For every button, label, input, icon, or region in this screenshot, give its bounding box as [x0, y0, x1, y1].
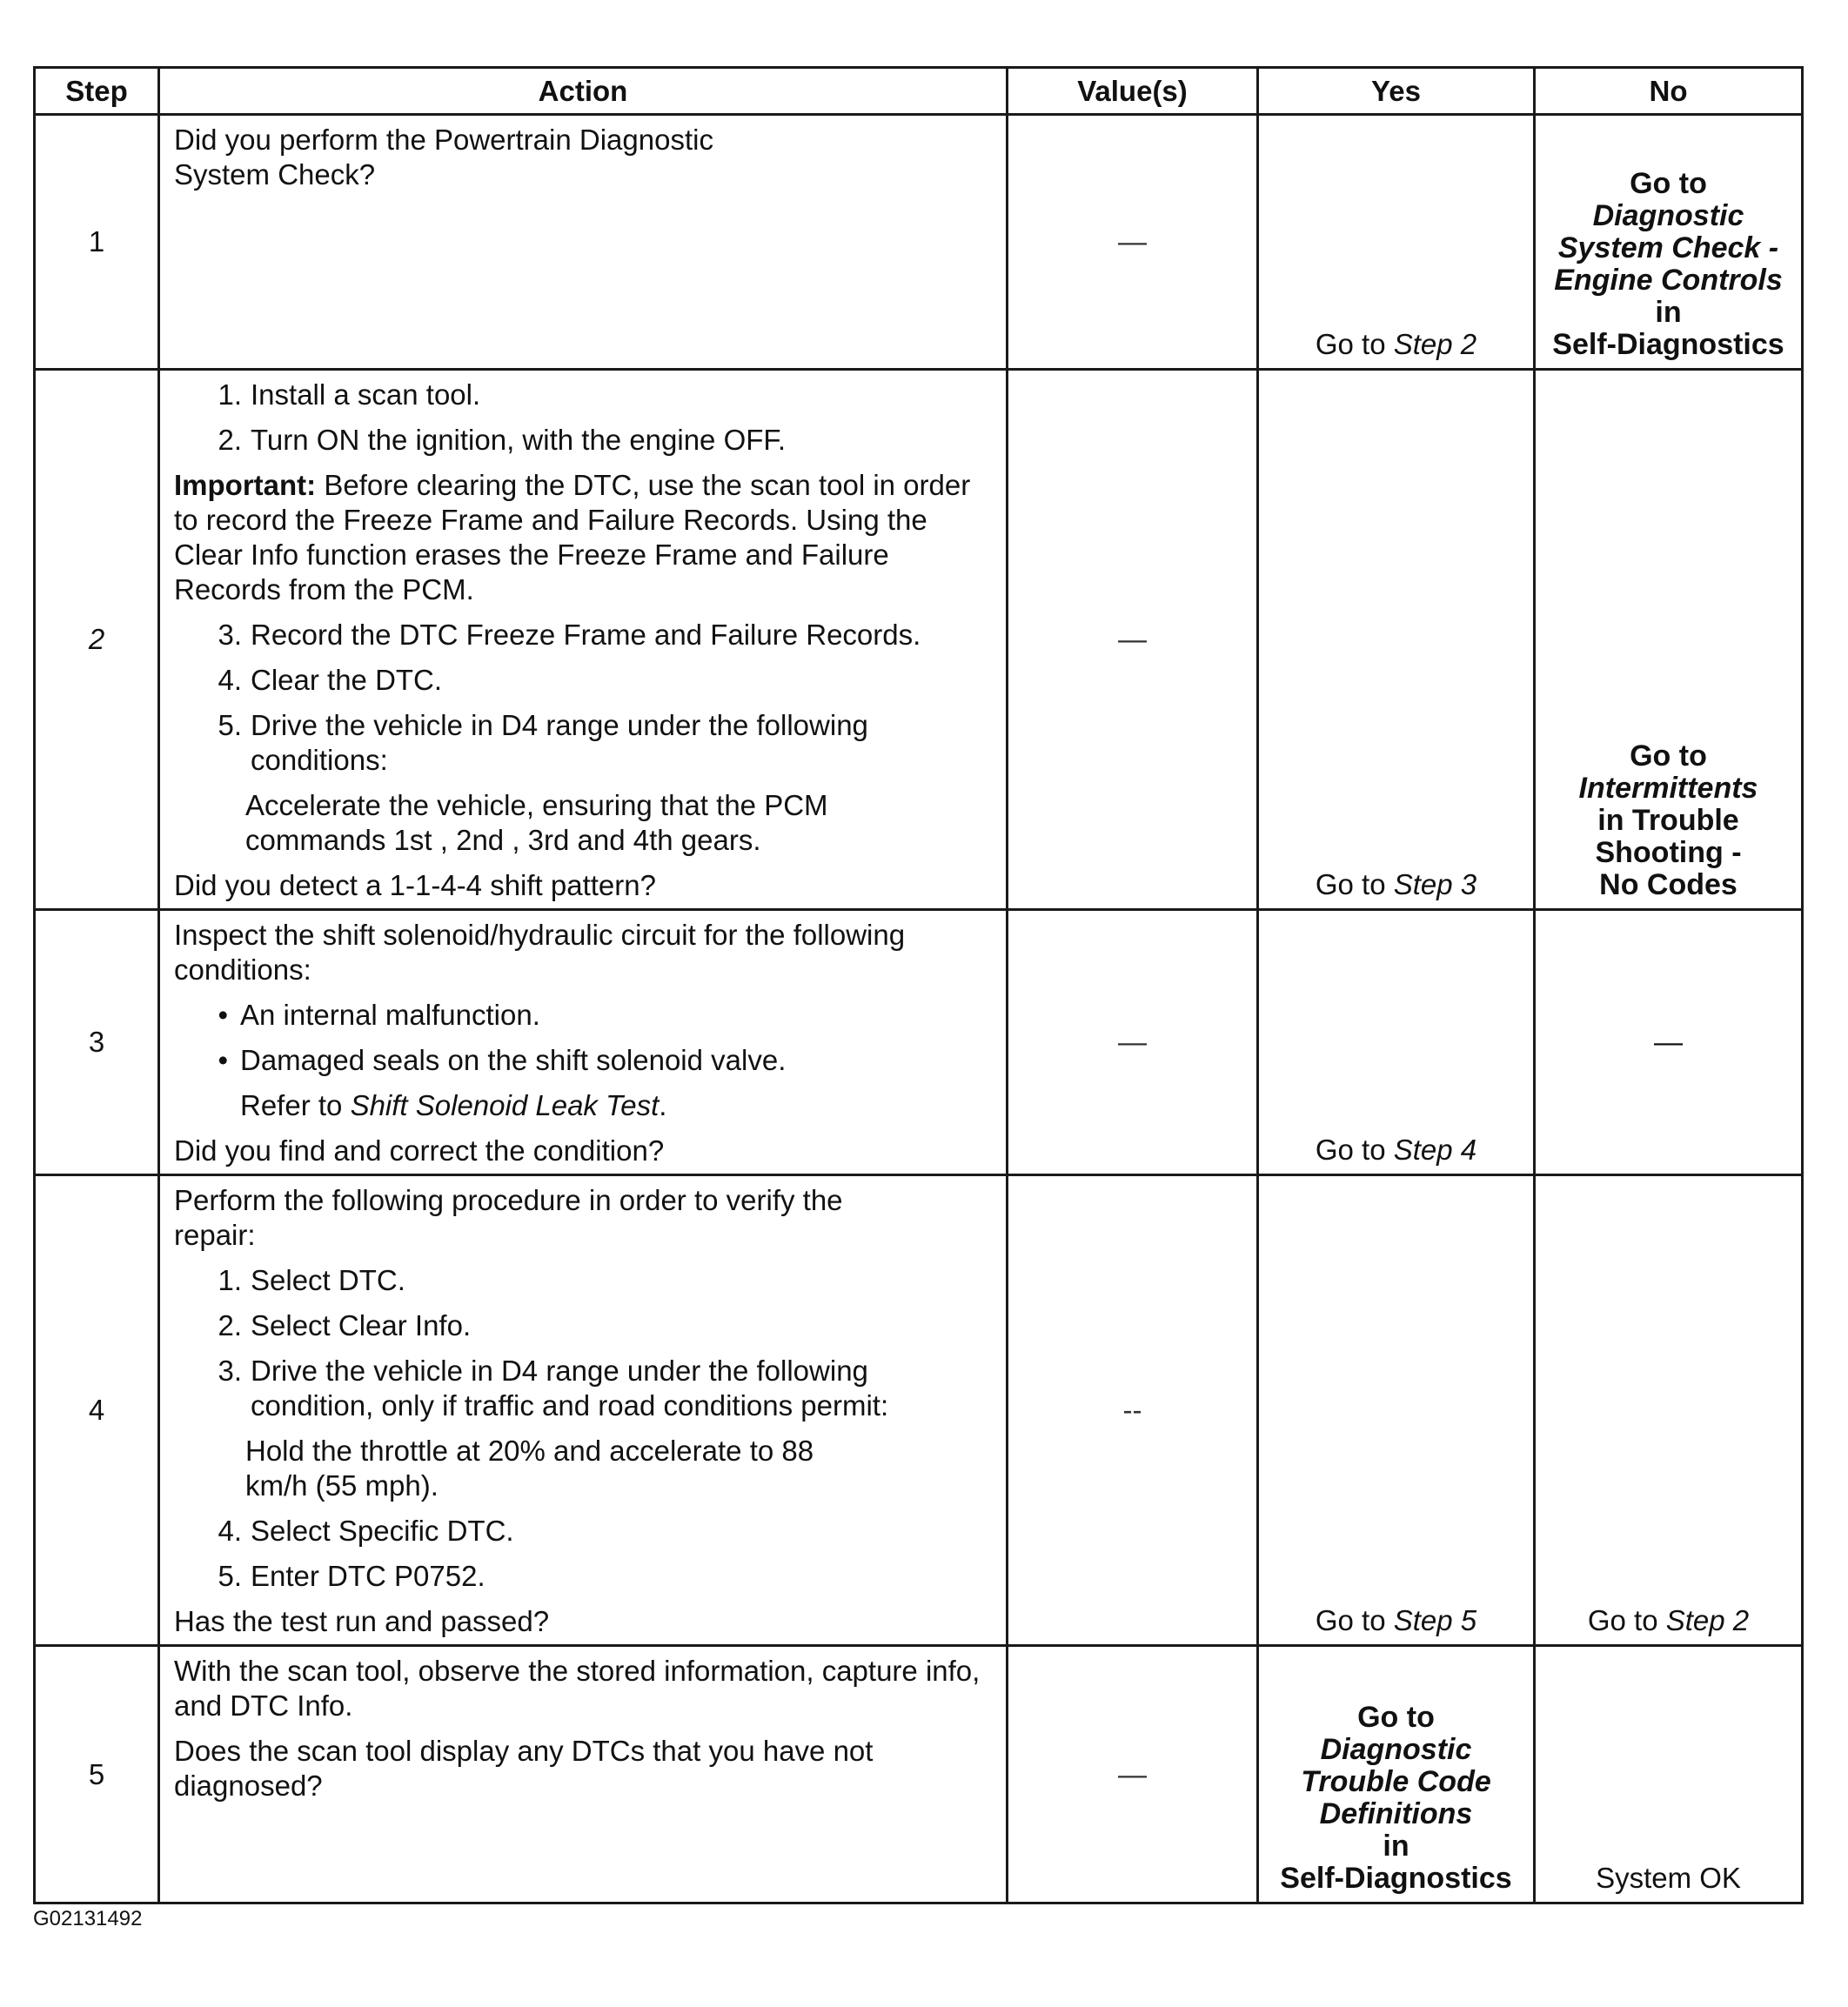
action-text: With the scan tool, observe the stored information, capture info, and DTC Info. — [174, 1655, 981, 1722]
step-number: 3 — [35, 910, 159, 1175]
list-item: 1. Select DTC. — [218, 1264, 405, 1296]
step-link[interactable]: Step 5 — [1393, 1604, 1477, 1636]
list-item: • An internal malfunction. — [218, 999, 540, 1031]
list-item: 1. Install a scan tool. — [218, 378, 481, 411]
action-question: Did you perform the Powertrain Diagnostic System Check? — [174, 124, 713, 191]
value-cell: — — [1008, 910, 1258, 1175]
doc-link[interactable]: Diagnostic — [1592, 199, 1744, 232]
no-value: — — [1654, 1026, 1683, 1058]
list-item: 3. Drive the vehicle in D4 range under the following condition, only if traffic and road conditions permit: — [218, 1355, 889, 1422]
action-cell — [159, 370, 1008, 910]
doc-link[interactable]: Engine Controls — [1554, 264, 1783, 297]
figure-id: G02131492 — [33, 1907, 143, 1930]
header-yes: Yes — [1258, 68, 1535, 115]
table-row — [35, 910, 1803, 1175]
list-item: 5. Drive the vehicle in D4 range under the following conditions: — [218, 709, 868, 776]
goto-label: Go to — [1630, 739, 1707, 773]
action-cell — [159, 1175, 1008, 1646]
yes-cell — [1258, 910, 1535, 1175]
sub-text: Hold the throttle at 20% and accelerate to 88 km/h (55 mph). — [245, 1435, 814, 1502]
yes-cell — [1258, 1646, 1535, 1903]
step-number: 5 — [35, 1646, 159, 1903]
section-label: Self-Diagnostics — [1552, 328, 1784, 361]
goto-label: Go to — [1587, 1604, 1658, 1636]
doc-link[interactable]: System Check - — [1557, 231, 1779, 264]
action-cell — [159, 115, 1008, 370]
table-row — [35, 1175, 1803, 1646]
value-cell: — — [1008, 370, 1258, 910]
no-cell — [1535, 115, 1803, 370]
list-item: 3. Record the DTC Freeze Frame and Failure Records. — [218, 619, 921, 651]
yes-cell — [1258, 1175, 1535, 1646]
section-label: in Trouble — [1597, 804, 1739, 837]
list-item: 4. Select Specific DTC. — [218, 1515, 514, 1547]
no-cell — [1535, 1175, 1803, 1646]
yes-goto[interactable] — [1259, 868, 1533, 901]
no-goto[interactable] — [1536, 740, 1801, 901]
goto-label: Go to — [1315, 328, 1386, 360]
list-item: 4. Clear the DTC. — [218, 664, 443, 696]
goto-label: Go to — [1315, 1604, 1386, 1636]
diagnostic-table — [33, 66, 1804, 1904]
action-question: Has the test run and passed? — [174, 1605, 550, 1637]
step-link[interactable]: Step 2 — [1393, 328, 1477, 360]
action-cell — [159, 1646, 1008, 1903]
table-row — [35, 115, 1803, 370]
section-label: Shooting - — [1595, 836, 1742, 869]
action-question: Does the scan tool display any DTCs that you have not diagnosed? — [174, 1735, 874, 1802]
table-row — [35, 1646, 1803, 1903]
doc-link[interactable]: Intermittents — [1578, 772, 1758, 805]
goto-label: Go to — [1315, 1134, 1386, 1166]
yes-goto[interactable] — [1259, 328, 1533, 361]
in-label: in — [1383, 1830, 1409, 1863]
header-values: Value(s) — [1008, 68, 1258, 115]
doc-link[interactable]: Definitions — [1319, 1797, 1473, 1830]
step-number: 4 — [35, 1175, 159, 1646]
table-row — [35, 370, 1803, 910]
no-goto[interactable] — [1536, 1604, 1801, 1637]
intro-text: Inspect the shift solenoid/hydraulic circuit for the following conditions: — [174, 919, 906, 986]
action-question: Did you find and correct the condition? — [174, 1134, 665, 1167]
value-cell: — — [1008, 115, 1258, 370]
refer-text: Refer to Shift Solenoid Leak Test. — [240, 1089, 667, 1121]
yes-cell — [1258, 370, 1535, 910]
no-cell — [1535, 910, 1803, 1175]
step-link[interactable]: Step 2 — [1665, 1604, 1750, 1636]
value-cell: — — [1008, 1646, 1258, 1903]
no-goto[interactable] — [1536, 168, 1801, 361]
value-cell: -- — [1008, 1175, 1258, 1646]
yes-goto[interactable] — [1259, 1702, 1533, 1895]
yes-cell — [1258, 115, 1535, 370]
list-item: 2. Turn ON the ignition, with the engine OFF. — [218, 424, 787, 456]
step-number: 2 — [35, 370, 159, 910]
list-item: 5. Enter DTC P0752. — [218, 1560, 485, 1592]
goto-label: Go to — [1630, 167, 1707, 200]
yes-goto[interactable] — [1259, 1604, 1533, 1637]
no-cell — [1535, 370, 1803, 910]
section-label: Self-Diagnostics — [1280, 1862, 1512, 1895]
section-label: No Codes — [1599, 868, 1738, 901]
doc-link[interactable]: Trouble Code — [1301, 1765, 1491, 1798]
header-action: Action — [159, 68, 1008, 115]
doc-link[interactable]: Diagnostic — [1320, 1733, 1472, 1766]
step-number: 1 — [35, 115, 159, 370]
no-value: System OK — [1596, 1862, 1741, 1894]
yes-goto[interactable] — [1259, 1134, 1533, 1167]
action-cell — [159, 910, 1008, 1175]
header-row — [35, 68, 1803, 115]
no-cell — [1535, 1646, 1803, 1903]
in-label: in — [1655, 296, 1682, 329]
important-note: Important: Before clearing the DTC, use the scan tool in order to record the Freeze Frame and Failure Records. Using the Clear Info function erases the Freeze Frame and Failure Records from the PCM. — [174, 469, 971, 605]
header-step: Step — [35, 68, 159, 115]
action-question: Did you detect a 1-1-4-4 shift pattern? — [174, 869, 656, 901]
header-no: No — [1535, 68, 1803, 115]
list-item: • Damaged seals on the shift solenoid valve. — [218, 1044, 787, 1076]
step-link[interactable]: Step 4 — [1393, 1134, 1477, 1166]
list-item: 2. Select Clear Info. — [218, 1309, 472, 1341]
goto-label: Go to — [1315, 868, 1386, 900]
step-link[interactable]: Step 3 — [1393, 868, 1477, 900]
doc-link[interactable]: Shift Solenoid Leak Test — [350, 1089, 660, 1121]
sub-text: Accelerate the vehicle, ensuring that the PCM commands 1st , 2nd , 3rd and 4th gears. — [245, 789, 828, 856]
goto-label: Go to — [1357, 1701, 1435, 1734]
intro-text: Perform the following procedure in order to verify the repair: — [174, 1184, 843, 1251]
